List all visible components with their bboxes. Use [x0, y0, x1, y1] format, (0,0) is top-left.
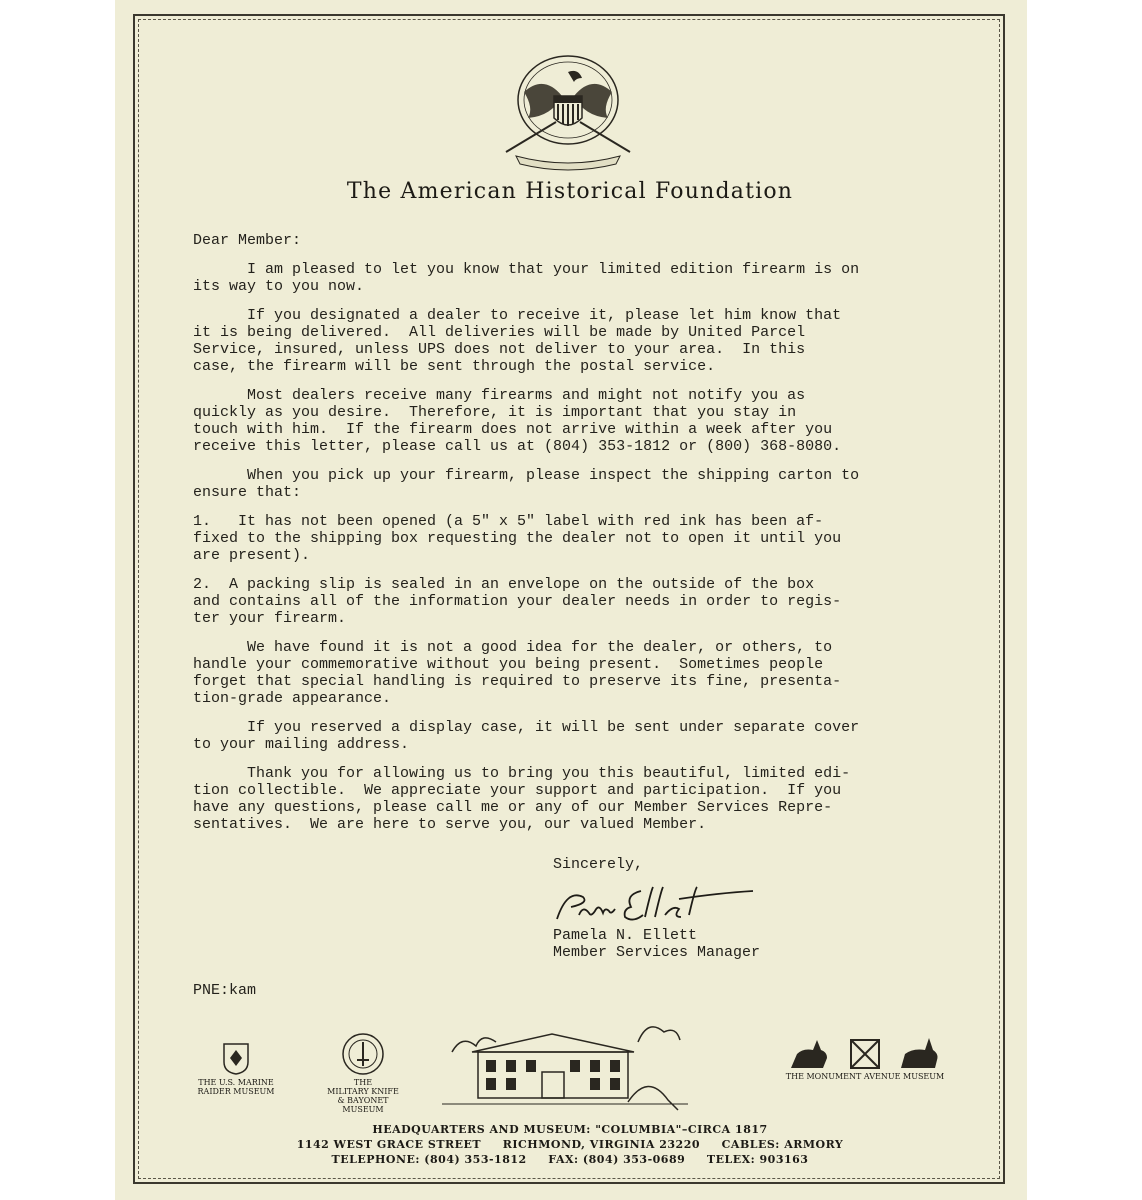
monument-avenue-logo: THE MONUMENT AVENUE MUSEUM [780, 1034, 950, 1081]
paragraph: When you pick up your firearm, please inspect the shipping carton to ensure that: [193, 467, 860, 501]
footer-contact-line: TELEPHONE: (804) 353-1812 FAX: (804) 353-0689 TELEX: 903163 [331, 1153, 809, 1166]
footer-address-line: 1142 WEST GRACE STREET RICHMOND, VIRGINIA 23220 CABLES: ARMORY [296, 1138, 844, 1151]
knife-bayonet-logo: THE MILITARY KNIFE & BAYONET MUSEUM [318, 1032, 408, 1114]
closing: Sincerely, [553, 856, 644, 873]
letterhead-footer [180, 1122, 960, 1167]
signer-name: Pamela N. Ellett [553, 927, 698, 944]
paragraph: 2. A packing slip is sealed in an envelope on the outside of the box and contains all of the information your dealer needs in order to regis- ter your firearm. [193, 576, 842, 627]
paragraph: Thank you for allowing us to bring you this beautiful, limited edi- tion collectible. We appreciate your support and participation. If you have any questions, please call me or any of our Member Services Repre- sentatives. We are here to serve you, our valued Member. [193, 765, 851, 833]
paragraph: If you reserved a display case, it will be sent under separate cover to your mailing address. [193, 719, 860, 753]
paragraph: If you designated a dealer to receive it, please let him know that it is being delivered. All deliveries will be made by United Parcel Service, insured, unless UPS does not deliver to your area. In this case, the firearm will be sent through the postal service. [193, 307, 842, 375]
organization-heading: The American Historical Foundation [346, 179, 794, 204]
raider-emblem-icon [222, 1042, 250, 1076]
marine-raider-logo: THE U.S. MARINE RAIDER MUSEUM [196, 1042, 276, 1096]
reference-initials: PNE:kam [193, 982, 257, 999]
paragraph: We have found it is not a good idea for the dealer, or others, to handle your commemorative without you being present. Sometimes people forget that special handling is required to preserve its fine, presenta- tion-grade appearance. [193, 639, 842, 707]
monument-statues-icon [785, 1034, 945, 1070]
letter-body [193, 232, 973, 845]
signer-title: Member Services Manager [553, 944, 761, 961]
signature-block [553, 856, 769, 961]
bayonet-medallion-icon [341, 1032, 385, 1076]
footer-hq-line: HEADQUARTERS AND MUSEUM: "COLUMBIA"–CIRCA 1817 [372, 1123, 768, 1136]
handwritten-signature [549, 879, 769, 927]
paragraph: Most dealers receive many firearms and might not notify you as quickly as you desire. Therefore, it is important that you stay in touch with him. If the firearm does not arrive within a week after you receive this letter, please call us at (804) 353-1812 or (800) 368-8080. [193, 387, 842, 455]
paragraph: I am pleased to let you know that your limited edition firearm is on its way to you now. [193, 261, 860, 295]
eagle-seal-icon [486, 52, 650, 174]
salutation: Dear Member: [193, 232, 302, 249]
headquarters-building-icon [442, 1012, 688, 1116]
paragraph: 1. It has not been opened (a 5" x 5" label with red ink has been af- fixed to the shipping box requesting the dealer not to open it until you are present). [193, 513, 842, 564]
